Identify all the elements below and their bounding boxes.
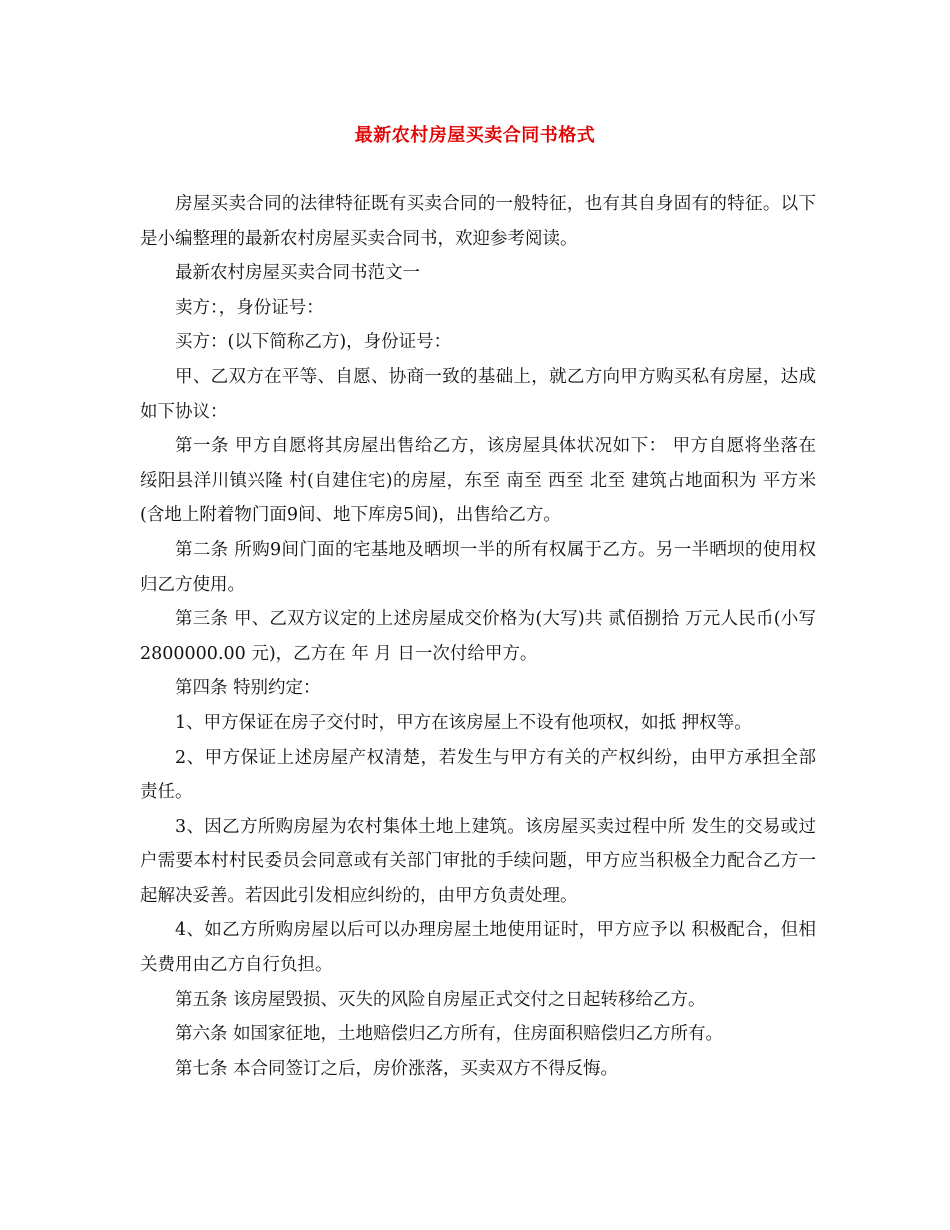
article-4-heading: 第四条 特别约定： xyxy=(175,678,321,699)
document-body xyxy=(140,187,822,1086)
article-7: 第七条 本合同签订之后，房价涨落，买卖双方不得反悔。 xyxy=(175,1058,619,1079)
document-title: 最新农村房屋买卖合同书格式 xyxy=(354,125,596,146)
sample-heading: 最新农村房屋买卖合同书范文一 xyxy=(175,263,420,284)
article-6: 第六条 如国家征地，土地赔偿归乙方所有，住房面积赔偿归乙方所有。 xyxy=(175,1024,724,1045)
article-1: 第一条 甲方自愿将其房屋出售给乙方，该房屋具体状况如下： 甲方自愿将坐落在 绥阳县洋川镇兴隆 村(自建住宅)的房屋，东至 南至 西至 北至 建筑占地面积为 平方米(含地上附着物门面9间、地下库房5间)，出售给乙方。 xyxy=(140,436,822,526)
article-4-item-3: 3、因乙方所购房屋为农村集体土地上建筑。该房屋买卖过程中所 发生的交易或过户需要本村村民委员会同意或有关部门审批的手续问题，甲方应当积极全力配合乙方一起解决妥善。若因此引发相应纠纷的，由甲方负责处理。 xyxy=(140,816,816,906)
buyer-line: 买方：(以下简称乙方)，身份证号： xyxy=(175,332,452,353)
seller-line: 卖方：，身份证号： xyxy=(175,297,324,318)
article-2: 第二条 所购9间门面的宅基地及晒坝一半的所有权属于乙方。另一半晒坝的使用权归乙方使用。 xyxy=(140,539,816,595)
article-3: 第三条 甲、乙双方议定的上述房屋成交价格为(大写)共 贰佰捌拾 万元人民币(小写 2800000.00 元)，乙方在 年 月 日一次付给甲方。 xyxy=(140,609,822,664)
article-4-item-4: 4、如乙方所购房屋以后可以办理房屋土地使用证时，甲方应予以 积极配合，但相关费用由乙方自行负担。 xyxy=(140,920,816,976)
article-5: 第五条 该房屋毁损、灭失的风险自房屋正式交付之日起转移给乙方。 xyxy=(175,989,706,1010)
agreement-preamble: 甲、乙双方在平等、自愿、协商一致的基础上，就乙方向甲方购买私有房屋，达成如下协议： xyxy=(140,366,816,422)
article-4-item-2: 2、甲方保证上述房屋产权清楚，若发生与甲方有关的产权纠纷，由甲方承担全部责任。 xyxy=(140,747,816,803)
intro-paragraph: 房屋买卖合同的法律特征既有买卖合同的一般特征，也有其自身固有的特征。以下是小编整理的最新农村房屋买卖合同书，欢迎参考阅读。 xyxy=(140,194,816,249)
article-4-item-1: 1、甲方保证在房子交付时，甲方在该房屋上不设有他项权，如抵 押权等。 xyxy=(175,712,752,733)
